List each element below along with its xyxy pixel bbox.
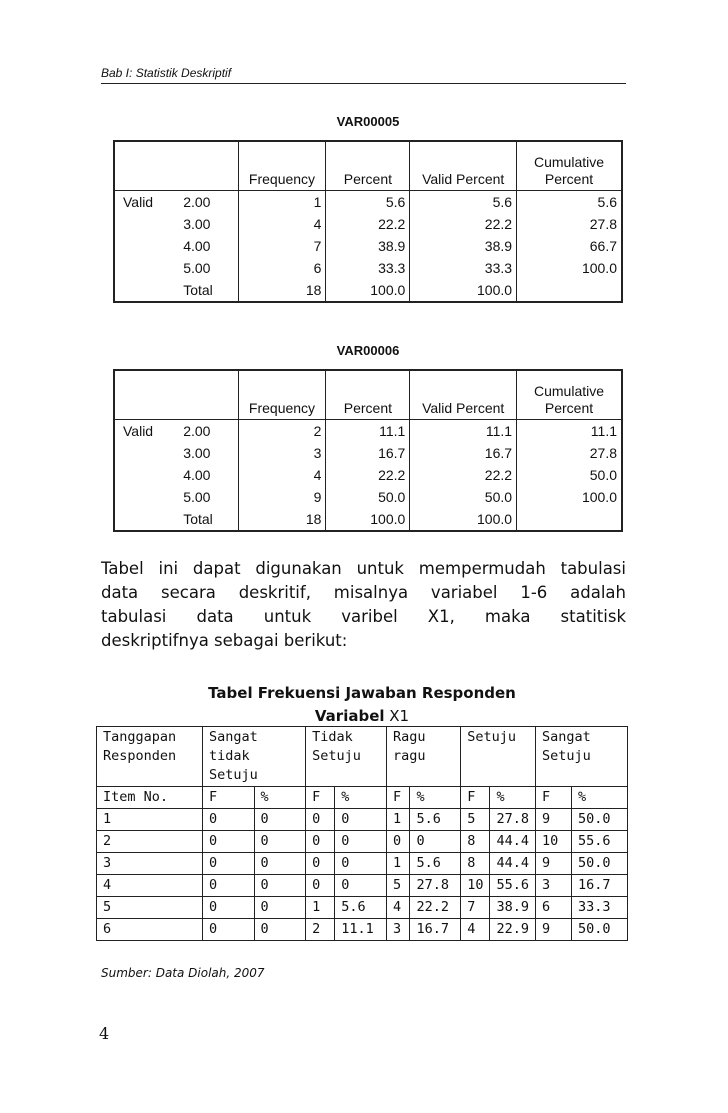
table-cell: 1 xyxy=(386,853,410,875)
table-cell: 0 xyxy=(203,919,255,941)
table-cell: 8 xyxy=(461,831,490,853)
table-cell: 1 xyxy=(306,897,335,919)
table-cell: 0 xyxy=(335,853,387,875)
frequency-cell: 7 xyxy=(238,235,326,257)
table-cell: 2 xyxy=(97,831,203,853)
row-group-label xyxy=(114,508,179,531)
table-row xyxy=(114,464,622,486)
table-cell: 1 xyxy=(97,809,203,831)
col-cumulative: Cumulative Percent xyxy=(517,370,622,420)
table-cell: 0 xyxy=(203,831,255,853)
valid-percent-cell: 38.9 xyxy=(410,235,517,257)
table-cell: 0 xyxy=(335,875,387,897)
table-cell: 33.3 xyxy=(571,897,627,919)
table-source: Sumber: Data Diolah, 2007 xyxy=(101,966,265,980)
table-cell: 5.6 xyxy=(410,809,461,831)
table-cell: 3 xyxy=(97,853,203,875)
valid-percent-cell: 22.2 xyxy=(410,213,517,235)
frequency-cell: 4 xyxy=(238,213,326,235)
valid-percent-cell: 100.0 xyxy=(410,279,517,302)
frequency-cell: 18 xyxy=(238,279,326,302)
subheader-cell: F xyxy=(203,787,255,809)
table-cell: 5.6 xyxy=(410,853,461,875)
table-cell: 6 xyxy=(535,897,571,919)
paragraph-line: Tabel ini dapat digunakan untuk mempermudah tabulasi xyxy=(101,559,626,578)
body-paragraph xyxy=(101,557,626,653)
cumulative-cell: 100.0 xyxy=(581,489,617,505)
col-percent: Percent xyxy=(326,370,410,420)
header-tidak-setuju: Tidak Setuju xyxy=(306,727,387,787)
row-group-label xyxy=(114,235,179,257)
cumulative-cell xyxy=(517,508,622,531)
table-row xyxy=(114,279,622,302)
table-cell: 27.8 xyxy=(490,809,536,831)
row-group-label xyxy=(114,279,179,302)
table-row xyxy=(114,191,622,214)
subheader-cell: % xyxy=(254,787,306,809)
row-group-label: Valid xyxy=(123,423,154,439)
row-group-label xyxy=(114,486,179,508)
table-row xyxy=(97,875,628,897)
var5-table xyxy=(113,140,623,303)
percent-cell: 100.0 xyxy=(326,279,410,302)
table-row xyxy=(114,235,622,257)
table-cell: 5.6 xyxy=(335,897,387,919)
var5-title: VAR00005 xyxy=(336,114,400,129)
valid-percent-cell: 100.0 xyxy=(410,508,517,531)
subheader-cell: F xyxy=(386,787,410,809)
percent-cell: 5.6 xyxy=(326,191,410,214)
table-cell: 0 xyxy=(254,809,306,831)
row-label: 3.00 xyxy=(179,213,238,235)
row-label: 2.00 xyxy=(179,191,238,214)
col-cumulative: Cumulative Percent xyxy=(517,141,622,191)
freq-rows xyxy=(97,809,628,941)
cumulative-cell: 11.1 xyxy=(590,423,617,439)
table-cell: 16.7 xyxy=(410,919,461,941)
table-row xyxy=(114,420,622,443)
row-group-label xyxy=(114,257,179,279)
row-label: 5.00 xyxy=(179,486,238,508)
table-cell: 0 xyxy=(306,831,335,853)
table-row xyxy=(114,213,622,235)
table-row xyxy=(97,919,628,941)
running-header: Bab I: Statistik Deskriptif xyxy=(101,66,626,84)
subheader-cell: % xyxy=(410,787,461,809)
cumulative-cell: 5.6 xyxy=(597,194,617,210)
table-cell: 8 xyxy=(461,853,490,875)
percent-cell: 100.0 xyxy=(326,508,410,531)
table-cell: 2 xyxy=(306,919,335,941)
table-cell: 1 xyxy=(386,809,410,831)
table-cell: 0 xyxy=(254,853,306,875)
row-group-label xyxy=(114,442,179,464)
page-number: 4 xyxy=(99,1024,110,1043)
table-cell: 0 xyxy=(410,831,461,853)
frequency-cell: 4 xyxy=(238,464,326,486)
table-cell: 10 xyxy=(461,875,490,897)
percent-cell: 33.3 xyxy=(326,257,410,279)
valid-percent-cell: 16.7 xyxy=(410,442,517,464)
subheader-cell: F xyxy=(306,787,335,809)
table-cell: 9 xyxy=(535,809,571,831)
table-row xyxy=(97,853,628,875)
table-row xyxy=(114,486,622,508)
table-cell: 0 xyxy=(306,875,335,897)
table-cell: 16.7 xyxy=(571,875,627,897)
row-group-label xyxy=(114,213,179,235)
table-cell: 5 xyxy=(97,897,203,919)
table-cell: 0 xyxy=(306,809,335,831)
col-valid-percent: Valid Percent xyxy=(410,141,517,191)
header-tanggapan: Tanggapan Responden xyxy=(97,727,203,787)
table-cell: 50.0 xyxy=(571,809,627,831)
subheader-cell: Item No. xyxy=(97,787,203,809)
col-percent: Percent xyxy=(326,141,410,191)
subheader-cell: % xyxy=(490,787,536,809)
table-cell: 4 xyxy=(461,919,490,941)
table-cell: 44.4 xyxy=(490,831,536,853)
freq-table-title: Tabel Frekuensi Jawaban Responden xyxy=(208,684,516,702)
table-cell: 3 xyxy=(535,875,571,897)
table-cell: 4 xyxy=(386,897,410,919)
subheader-cell: % xyxy=(335,787,387,809)
frequency-table xyxy=(96,726,628,941)
var6-rows xyxy=(114,420,622,532)
cumulative-cell: 100.0 xyxy=(581,260,617,276)
percent-cell: 11.1 xyxy=(326,420,410,443)
frequency-cell: 6 xyxy=(238,257,326,279)
table-cell: 22.9 xyxy=(490,919,536,941)
cumulative-cell: 66.7 xyxy=(589,238,617,254)
table-cell: 0 xyxy=(254,831,306,853)
frequency-cell: 3 xyxy=(238,442,326,464)
header-sangat-setuju: Sangat Setuju xyxy=(535,727,627,787)
table-row xyxy=(97,831,628,853)
table-cell: 22.2 xyxy=(410,897,461,919)
subheader-cell: F xyxy=(461,787,490,809)
freq-table-subtitle: Variabel X1 xyxy=(314,707,410,725)
table-cell: 5 xyxy=(386,875,410,897)
frequency-cell: 1 xyxy=(238,191,326,214)
table-cell: 0 xyxy=(306,853,335,875)
row-label: 5.00 xyxy=(179,257,238,279)
row-label: 4.00 xyxy=(179,464,238,486)
paragraph-line: deskriptifnya sebagai berikut: xyxy=(101,631,348,650)
valid-percent-cell: 11.1 xyxy=(410,420,517,443)
table-cell: 55.6 xyxy=(490,875,536,897)
table-row xyxy=(114,257,622,279)
subheader-cell: F xyxy=(535,787,571,809)
table-cell: 11.1 xyxy=(335,919,387,941)
table-cell: 6 xyxy=(97,919,203,941)
table-cell: 10 xyxy=(535,831,571,853)
table-cell: 38.9 xyxy=(490,897,536,919)
table-cell: 44.4 xyxy=(490,853,536,875)
header-setuju: Setuju xyxy=(461,727,536,787)
row-label: 2.00 xyxy=(179,420,238,443)
table-cell: 7 xyxy=(461,897,490,919)
percent-cell: 22.2 xyxy=(326,464,410,486)
percent-cell: 38.9 xyxy=(326,235,410,257)
table-cell: 0 xyxy=(254,919,306,941)
row-group-label xyxy=(114,464,179,486)
header-ragu: Ragu ragu xyxy=(386,727,460,787)
table-cell: 0 xyxy=(254,897,306,919)
var6-title: VAR00006 xyxy=(336,343,400,358)
table-cell: 0 xyxy=(203,853,255,875)
var6-table xyxy=(113,369,623,532)
col-valid-percent: Valid Percent xyxy=(410,370,517,420)
col-frequency: Frequency xyxy=(238,141,326,191)
col-frequency: Frequency xyxy=(238,370,326,420)
valid-percent-cell: 50.0 xyxy=(410,486,517,508)
table-cell: 0 xyxy=(254,875,306,897)
table-row xyxy=(114,508,622,531)
row-label: 4.00 xyxy=(179,235,238,257)
row-group-label: Valid xyxy=(123,194,154,210)
table-cell: 0 xyxy=(203,897,255,919)
percent-cell: 16.7 xyxy=(326,442,410,464)
cumulative-cell xyxy=(517,279,622,302)
header-sangat-tidak-setuju: Sangat tidak Setuju xyxy=(203,727,306,787)
valid-percent-cell: 33.3 xyxy=(410,257,517,279)
table-cell: 3 xyxy=(386,919,410,941)
table-cell: 0 xyxy=(203,809,255,831)
percent-cell: 22.2 xyxy=(326,213,410,235)
table-cell: 5 xyxy=(461,809,490,831)
paragraph-line: tabulasi data untuk varibel X1, maka statitisk xyxy=(101,607,626,626)
table-cell: 0 xyxy=(335,809,387,831)
table-cell: 55.6 xyxy=(571,831,627,853)
frequency-cell: 9 xyxy=(238,486,326,508)
cumulative-cell: 50.0 xyxy=(589,467,617,483)
frequency-cell: 2 xyxy=(238,420,326,443)
paragraph-line: data secara deskritif, misalnya variabel 1-6 adalah xyxy=(101,583,626,602)
table-cell: 0 xyxy=(335,831,387,853)
table-cell: 0 xyxy=(386,831,410,853)
cumulative-cell: 27.8 xyxy=(589,445,617,461)
row-label: 3.00 xyxy=(179,442,238,464)
row-label: Total xyxy=(179,279,238,302)
var5-rows xyxy=(114,191,622,303)
table-row xyxy=(97,897,628,919)
table-cell: 0 xyxy=(203,875,255,897)
table-cell: 50.0 xyxy=(571,919,627,941)
subheader-cell: % xyxy=(571,787,627,809)
row-label: Total xyxy=(179,508,238,531)
table-cell: 4 xyxy=(97,875,203,897)
table-row xyxy=(97,809,628,831)
table-row xyxy=(114,442,622,464)
cumulative-cell: 27.8 xyxy=(589,216,617,232)
table-cell: 9 xyxy=(535,919,571,941)
table-cell: 50.0 xyxy=(571,853,627,875)
table-cell: 9 xyxy=(535,853,571,875)
table-cell: 27.8 xyxy=(410,875,461,897)
valid-percent-cell: 5.6 xyxy=(410,191,517,214)
percent-cell: 50.0 xyxy=(326,486,410,508)
valid-percent-cell: 22.2 xyxy=(410,464,517,486)
frequency-cell: 18 xyxy=(238,508,326,531)
